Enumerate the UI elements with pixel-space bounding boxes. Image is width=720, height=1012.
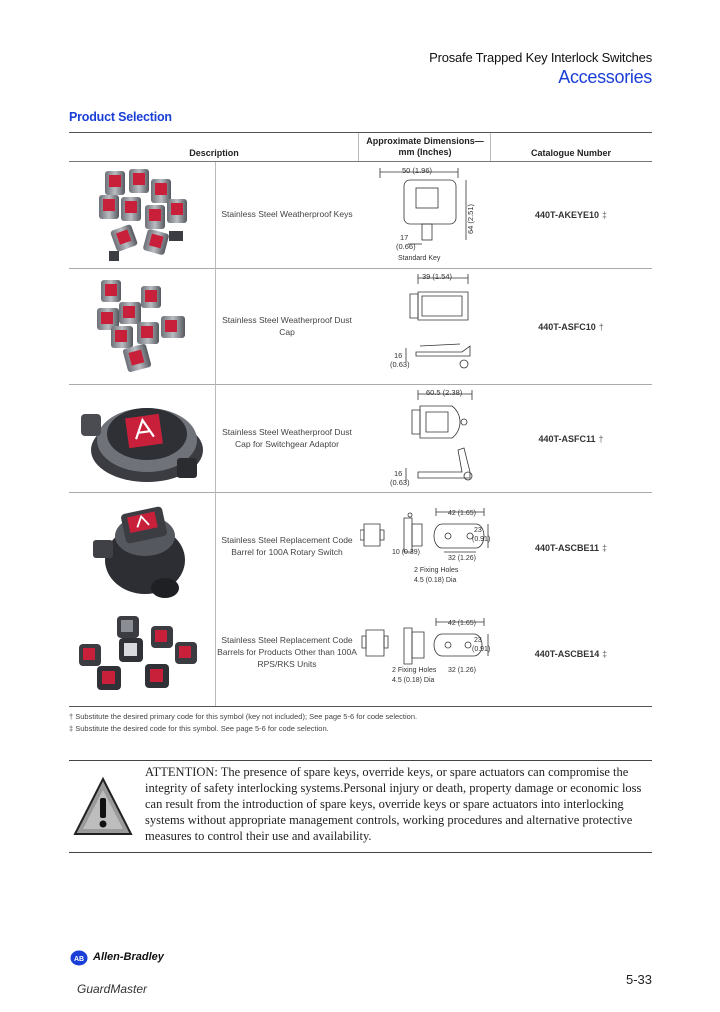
series-title: Prosafe Trapped Key Interlock Switches bbox=[429, 50, 652, 65]
footnote: ‡ Substitute the desired code for this symbol. See page 5-6 for code selection. bbox=[69, 724, 329, 733]
column-header-description: Description bbox=[189, 148, 239, 158]
attention-text: ATTENTION: The presence of spare keys, override keys, or spare actuators can compromise the integrity of safety interlocking systems.Personal injury or death, property damage or economic loss can result from the introduction of spare keys, override keys or spare actuators into interlocking systems without appropriate management controls, working procedures and alternative protective measures to control their use and availability. bbox=[145, 765, 642, 843]
attention-top-rule bbox=[69, 760, 652, 761]
row-description: Stainless Steel Weatherproof Dust Cap for Switchgear Adaptor bbox=[222, 427, 352, 449]
dim-depth: 17 bbox=[400, 233, 409, 242]
row-description: Stainless Steel Replacement Code Barrels for Products Other than 100A RPS/RKS Units bbox=[217, 635, 357, 669]
dim-height-inches: (0.91) bbox=[472, 536, 490, 543]
attention-bottom-rule bbox=[69, 852, 652, 853]
dim-height: 64 (2.51) bbox=[466, 203, 475, 234]
dim-width: 42 (1.65) bbox=[448, 510, 477, 517]
dim-hole-spacing: 32 (1.26) bbox=[448, 555, 477, 562]
catalogue-number: 440T-AKEYE10 ‡ bbox=[534, 210, 608, 220]
row-description: Stainless Steel Weatherproof Keys bbox=[221, 209, 353, 219]
standard-key-dimension-drawing bbox=[360, 164, 490, 266]
row-divider bbox=[69, 384, 652, 385]
fixing-holes-diameter: 4.5 (0.18) Dia bbox=[392, 677, 435, 684]
dim-depth: 16 bbox=[394, 469, 403, 478]
catalogue-number: 440T-ASCBE11 ‡ bbox=[534, 543, 608, 553]
dim-width: 60.5 (2.38) bbox=[426, 388, 463, 397]
code-barrels-other-dimension-drawing bbox=[360, 616, 490, 688]
column-header-dimensions: Approximate Dimensions— mm (Inches) bbox=[366, 136, 484, 157]
code-barrel-icon bbox=[79, 616, 197, 690]
allen-bradley-logo-icon bbox=[70, 950, 88, 966]
dim-height-inches: (0.91) bbox=[472, 646, 490, 653]
code-symbol: † bbox=[598, 322, 604, 332]
row-divider bbox=[69, 492, 652, 493]
fixing-holes-diameter: 4.5 (0.18) Dia bbox=[414, 577, 457, 584]
page-number: 5-33 bbox=[625, 972, 652, 987]
column-header-catalogue: Catalogue Number bbox=[530, 148, 611, 158]
code-barrel-icon bbox=[93, 506, 185, 598]
dim-hole-spacing: 32 (1.26) bbox=[448, 667, 477, 674]
dim-offset: 10 (0.39) bbox=[392, 549, 421, 556]
brand-name: Allen-Bradley bbox=[93, 951, 164, 963]
table-top-rule bbox=[69, 132, 652, 133]
dim-depth-inches: (0.63) bbox=[390, 478, 410, 487]
dim-width: 50 (1.96) bbox=[402, 166, 433, 175]
header-rule bbox=[69, 161, 652, 162]
fixing-holes-label: 2 Fixing Holes bbox=[392, 667, 437, 674]
dim-height: 23 bbox=[474, 527, 482, 534]
drawing-caption: Standard Key bbox=[398, 255, 441, 262]
footnote: † Substitute the desired primary code for this symbol (key not included); See page 5-6 for code selection. bbox=[69, 712, 418, 721]
dust-cap-icon bbox=[81, 408, 203, 482]
section-title: Accessories bbox=[558, 67, 652, 87]
switchgear-dust-cap-dimension-drawing bbox=[360, 386, 490, 490]
code-barrel-rotary-photo bbox=[69, 496, 215, 604]
row-description: Stainless Steel Replacement Code Barrel for 100A Rotary Switch bbox=[221, 535, 353, 557]
switchgear-dust-cap-photo bbox=[69, 388, 215, 490]
dim-depth: 16 bbox=[394, 351, 403, 360]
code-barrel-rotary-dimension-drawing bbox=[360, 504, 490, 588]
catalogue-number: 440T-ASCBE14 ‡ bbox=[534, 649, 608, 659]
row-divider bbox=[69, 268, 652, 269]
dust-cap-icon bbox=[97, 280, 185, 373]
sub-brand: GuardMaster bbox=[77, 982, 148, 996]
table-bottom-rule bbox=[69, 706, 652, 707]
code-symbol: ‡ bbox=[602, 543, 608, 553]
warning-triangle-icon bbox=[72, 776, 134, 838]
brand-badge-text: AB bbox=[73, 956, 85, 963]
dim-width: 42 (1.65) bbox=[448, 620, 477, 627]
code-symbol: † bbox=[598, 434, 604, 444]
key-icon bbox=[99, 169, 187, 261]
code-symbol: ‡ bbox=[602, 210, 608, 220]
dim-width: 39 (1.54) bbox=[422, 272, 453, 281]
weatherproof-dust-cap-photo bbox=[69, 272, 215, 382]
catalogue-number: 440T-ASFC10 † bbox=[538, 322, 604, 332]
weatherproof-keys-photo bbox=[69, 165, 215, 265]
code-barrels-other-photo bbox=[69, 608, 215, 704]
catalogue-number: 440T-ASFC11 † bbox=[538, 434, 604, 444]
product-selection-heading: Product Selection bbox=[69, 110, 172, 124]
code-symbol: ‡ bbox=[602, 649, 608, 659]
dim-height: 23 bbox=[474, 637, 482, 644]
dust-cap-dimension-drawing bbox=[360, 270, 490, 382]
dim-depth-inches: (0.66) bbox=[396, 242, 416, 251]
row-description: Stainless Steel Weatherproof Dust Cap bbox=[222, 315, 352, 337]
dim-depth-inches: (0.63) bbox=[390, 360, 410, 369]
fixing-holes-label: 2 Fixing Holes bbox=[414, 567, 459, 574]
